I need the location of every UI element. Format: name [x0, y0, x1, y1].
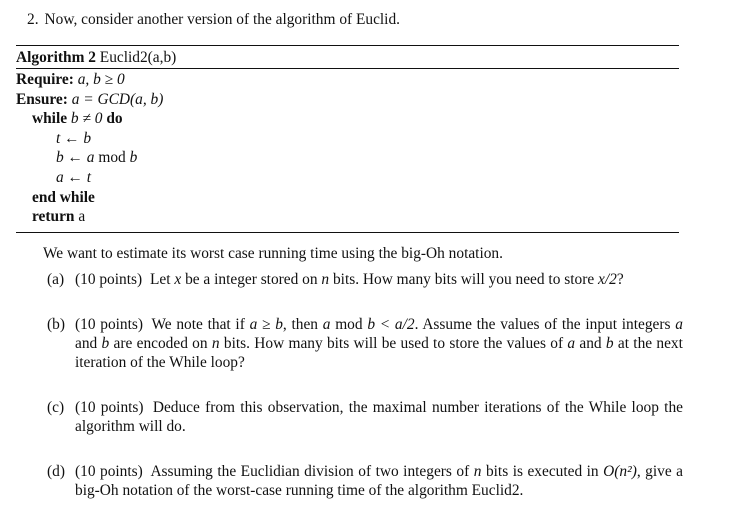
algorithm-bottom-rule: [16, 232, 679, 233]
question-a: [43, 270, 683, 289]
return-value: a: [78, 208, 86, 226]
var-n: n: [211, 335, 220, 352]
question-b-text-2: , then: [282, 316, 318, 333]
while-keyword: while: [32, 110, 68, 128]
question-a-text-1: Let: [149, 271, 171, 288]
question-b-text-6: bits. How many bits will be used to store the values of: [223, 335, 564, 352]
var-n: n: [473, 463, 482, 480]
question-d: [43, 462, 683, 500]
question-d-points: (10 points): [75, 463, 143, 480]
question-c-label: (c): [47, 399, 65, 416]
while-line: [16, 109, 679, 129]
problem-number: 2.: [27, 11, 39, 28]
question-b-text-3: . Assume the values of the input integers: [414, 316, 671, 333]
var-a: a: [567, 335, 576, 352]
question-c-points: (10 points): [75, 399, 144, 416]
question-b-text-8: at the next iteration of the While loop?: [75, 335, 683, 371]
algorithm-caption: [16, 46, 679, 68]
ensure-keyword: Ensure:: [16, 90, 68, 108]
var-b: b: [101, 335, 110, 352]
step-assign-a-expr: a ← t: [56, 168, 92, 186]
algorithm-label: Algorithm 2: [16, 49, 96, 66]
questions-section: [43, 244, 683, 500]
question-b-text-4: and: [75, 335, 98, 352]
question-a-points: (10 points): [75, 271, 143, 288]
require-keyword: Require:: [16, 71, 74, 88]
algorithm-name: Euclid2(a,b): [99, 49, 177, 66]
require-expression: a, b ≥ 0: [77, 71, 125, 88]
question-b-points: (10 points): [75, 316, 144, 333]
problem-intro-text: Now, consider another version of the algorithm of Euclid.: [44, 11, 401, 28]
step-assign-b-lhs: b ← a: [56, 149, 95, 167]
end-while-keyword: end while: [32, 188, 95, 206]
ensure-line: [16, 90, 679, 110]
var-a: a: [322, 316, 331, 333]
problem-intro: [27, 10, 400, 29]
while-condition: b ≠ 0: [70, 110, 103, 128]
question-d-text-1: Assuming the Euclidian division of two integers of: [150, 463, 470, 480]
question-d-text-3: , give a big-Oh notation of the worst-case running time of the algorithm Euclid2.: [75, 463, 684, 499]
step-assign-b-rhs: b: [129, 149, 138, 167]
question-a-text-2: be a integer stored on: [185, 271, 318, 288]
var-b: b: [605, 335, 614, 352]
expr-a-geq-b: a ≥ b: [249, 316, 283, 333]
var-n: n: [321, 271, 330, 288]
end-while-line: [16, 188, 679, 208]
algorithm-body: [16, 69, 679, 232]
algorithm-box: [16, 45, 679, 233]
questions-intro: We want to estimate its worst case running time using the big-Oh notation.: [43, 245, 503, 262]
var-x-half: x/2: [598, 271, 617, 288]
big-oh-n-squared: O(n²): [603, 463, 637, 480]
step-assign-t-expr: t ← b: [56, 129, 92, 147]
question-b-text-1: We note that if: [151, 316, 245, 333]
question-d-label: (d): [47, 463, 65, 480]
step-assign-t: [16, 129, 679, 149]
expr-b-lt-a-half: b < a/2: [367, 316, 415, 333]
mod-operator: mod: [335, 316, 363, 333]
step-assign-a: [16, 168, 679, 188]
require-line: [16, 70, 679, 90]
question-c-text: Deduce from this observation, the maximal number iterations of the While loop the algorithm will do.: [75, 399, 683, 435]
step-assign-b: [16, 148, 679, 168]
question-d-text-2: bits is executed in: [485, 463, 599, 480]
mod-operator: mod: [98, 149, 126, 167]
return-line: [16, 207, 679, 227]
question-b: [43, 315, 683, 372]
question-b-label: (b): [47, 316, 65, 333]
var-x: x: [174, 271, 182, 288]
var-a: a: [675, 316, 683, 333]
question-c: [43, 398, 683, 436]
question-b-text-5: are encoded on: [113, 335, 208, 352]
return-keyword: return: [32, 208, 75, 226]
ensure-expression: a = GCD(a, b): [71, 90, 164, 108]
question-b-text-7: and: [579, 335, 602, 352]
question-a-label: (a): [47, 271, 65, 288]
question-a-text-3: bits. How many bits will you need to store: [332, 271, 595, 288]
do-keyword: do: [106, 110, 123, 128]
question-a-text-4: ?: [616, 271, 624, 288]
